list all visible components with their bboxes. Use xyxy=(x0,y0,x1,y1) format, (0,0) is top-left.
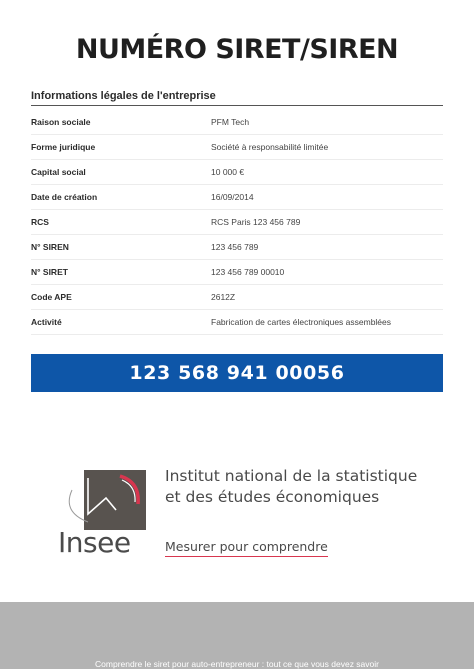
row-label: Raison sociale xyxy=(31,117,91,127)
insee-institution-name xyxy=(165,466,455,508)
table-row xyxy=(31,260,443,285)
table-row xyxy=(31,285,443,310)
row-value: RCS Paris 123 456 789 xyxy=(211,217,301,227)
row-label: Date de création xyxy=(31,192,98,202)
footer-band xyxy=(0,602,474,669)
insee-logo-text: Insee xyxy=(58,526,131,559)
row-label: Forme juridique xyxy=(31,142,96,152)
row-value: Fabrication de cartes électroniques assemblées xyxy=(211,317,392,327)
insee-name-line2: et des études économiques xyxy=(165,488,380,506)
legal-info-table xyxy=(31,110,443,335)
table-row xyxy=(31,160,443,185)
row-label: N° SIREN xyxy=(31,242,69,252)
row-value: 123 456 789 00010 xyxy=(211,267,285,277)
siret-number-banner: 123 568 941 00056 xyxy=(31,354,443,392)
footer-caption: Comprendre le siret pour auto-entrepreneur : tout ce que vous devez savoir xyxy=(95,659,379,669)
row-value: Société à responsabilité limitée xyxy=(211,142,329,152)
section-title: Informations légales de l'entreprise xyxy=(31,90,443,106)
table-row xyxy=(31,235,443,260)
row-label: Capital social xyxy=(31,167,86,177)
row-label: Activité xyxy=(31,317,62,327)
row-value: 16/09/2014 xyxy=(211,192,254,202)
row-label: Code APE xyxy=(31,292,72,302)
row-label: RCS xyxy=(31,217,49,227)
page-title: NUMÉRO SIRET/SIREN xyxy=(75,34,399,65)
row-value: 2612Z xyxy=(211,292,236,302)
table-row xyxy=(31,185,443,210)
table-row xyxy=(31,210,443,235)
row-value: 123 456 789 xyxy=(211,242,259,252)
insee-logo-mark xyxy=(58,470,148,530)
row-value: 10 000 € xyxy=(211,167,245,177)
insee-logo xyxy=(58,470,148,562)
insee-motto: Mesurer pour comprendre xyxy=(165,539,328,557)
row-value: PFM Tech xyxy=(211,117,250,127)
row-label: N° SIRET xyxy=(31,267,68,277)
table-row xyxy=(31,135,443,160)
table-row xyxy=(31,310,443,335)
table-row xyxy=(31,110,443,135)
insee-name-line1: Institut national de la statistique xyxy=(165,467,418,485)
